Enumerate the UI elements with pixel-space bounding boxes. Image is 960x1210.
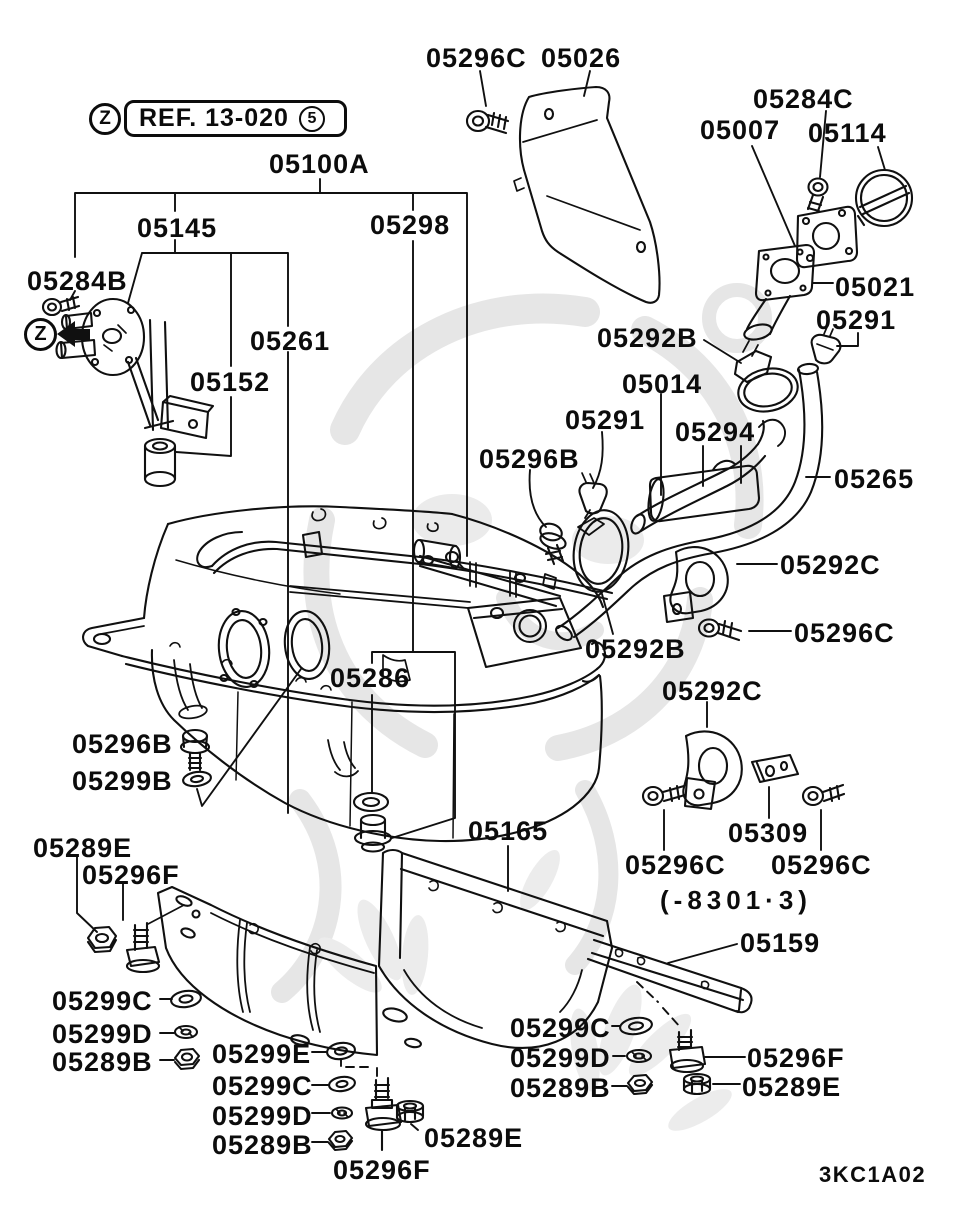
part-label-05292b-b: 05292B bbox=[585, 634, 686, 664]
bolt-icon bbox=[803, 785, 844, 805]
part-label-05296f-a: 05296F bbox=[82, 860, 180, 890]
part-label-05265: 05265 bbox=[834, 464, 915, 494]
part-label-05026: 05026 bbox=[541, 43, 622, 73]
part-label-05294: 05294 bbox=[675, 417, 756, 447]
bolt-icon bbox=[538, 521, 567, 564]
part-label-05100a: 05100A bbox=[269, 149, 370, 179]
nut-icon bbox=[88, 927, 116, 952]
part-label-05299d-a: 05299D bbox=[52, 1019, 153, 1049]
bolt-icon bbox=[181, 730, 209, 770]
part-label-05299e: 05299E bbox=[212, 1039, 312, 1069]
ref-sheet-number: 5 bbox=[299, 106, 325, 132]
part-label-05296c-c: 05296C bbox=[625, 850, 726, 880]
vapor-separator-hose bbox=[646, 417, 785, 522]
plate-code: 3KC1A02 bbox=[819, 1162, 927, 1187]
tank-front-rail bbox=[588, 940, 752, 1012]
drain-plug bbox=[354, 793, 391, 852]
nut-icon bbox=[628, 1075, 652, 1094]
part-label-05289b-b: 05289B bbox=[212, 1130, 313, 1160]
part-label-05289b-a: 05289B bbox=[52, 1047, 153, 1077]
part-label-05114: 05114 bbox=[808, 118, 887, 148]
part-label-05289e-b: 05289E bbox=[424, 1123, 524, 1153]
part-label-05299c-c: 05299C bbox=[510, 1013, 611, 1043]
bolt-icon bbox=[366, 1078, 401, 1150]
part-label-applicability: (-8301·3) bbox=[660, 885, 812, 915]
fuel-gauge-unit bbox=[57, 299, 214, 486]
part-label-05299c-b: 05299C bbox=[212, 1071, 313, 1101]
nut-icon bbox=[329, 1131, 352, 1150]
washer-icon bbox=[170, 989, 202, 1009]
part-label-05292c-b: 05292C bbox=[662, 676, 763, 706]
part-label-05284c: 05284C bbox=[753, 84, 854, 114]
bolt-icon bbox=[467, 111, 508, 133]
part-label-05284b: 05284B bbox=[27, 266, 128, 296]
part-label-05299d-b: 05299D bbox=[212, 1101, 313, 1131]
washer-icon bbox=[328, 1075, 356, 1092]
nut-icon bbox=[684, 1074, 710, 1094]
part-label-05296f-c: 05296F bbox=[747, 1043, 845, 1073]
hose-clamp-icon bbox=[734, 341, 801, 417]
part-label-05261: 05261 bbox=[250, 326, 331, 356]
nut-icon bbox=[175, 1049, 199, 1069]
part-label-05152: 05152 bbox=[190, 367, 271, 397]
part-label-05289b-c: 05289B bbox=[510, 1073, 611, 1103]
part-label-05292b-a: 05292B bbox=[597, 323, 698, 353]
part-label-05298: 05298 bbox=[370, 210, 451, 240]
filler-gasket bbox=[797, 207, 857, 267]
part-label-05296b-c: 05296B bbox=[72, 729, 173, 759]
pipe-clamp-bracket bbox=[683, 731, 741, 809]
zone-marker-arrow: Z bbox=[24, 318, 57, 351]
part-label-05296b-a: 05296B bbox=[479, 444, 580, 474]
part-label-05291-b: 05291 bbox=[565, 405, 646, 435]
zone-marker-top: Z bbox=[89, 103, 121, 135]
part-label-05165: 05165 bbox=[468, 816, 549, 846]
ref-text: REF. 13-020 bbox=[139, 104, 289, 132]
ref-badge bbox=[124, 100, 347, 137]
part-label-05296c-b: 05296C bbox=[794, 618, 895, 648]
splash-shield bbox=[514, 87, 660, 303]
part-label-05289e-c: 05289E bbox=[742, 1072, 842, 1102]
part-label-05289e-a: 05289E bbox=[33, 833, 133, 863]
part-label-05299b: 05299B bbox=[72, 766, 173, 796]
part-label-05145: 05145 bbox=[137, 213, 218, 243]
bolt-icon bbox=[808, 179, 828, 212]
part-label-05299c-a: 05299C bbox=[52, 986, 153, 1016]
washer-icon bbox=[182, 770, 212, 788]
bracket-05309 bbox=[752, 755, 798, 782]
part-label-05296c-d: 05296C bbox=[771, 850, 872, 880]
washer-icon bbox=[332, 1108, 352, 1119]
bolt-icon bbox=[43, 297, 79, 315]
washer-icon bbox=[175, 1026, 197, 1038]
part-label-05286: 05286 bbox=[330, 663, 411, 693]
part-label-05014: 05014 bbox=[622, 369, 703, 399]
part-label-05296c-top: 05296C bbox=[426, 43, 527, 73]
part-label-05292c-a: 05292C bbox=[780, 550, 881, 580]
part-label-05007: 05007 bbox=[700, 115, 781, 145]
filler-cap bbox=[856, 170, 912, 226]
hose-clamp-icon bbox=[579, 473, 606, 513]
part-label-05291-a: 05291 bbox=[816, 305, 897, 335]
part-label-05309: 05309 bbox=[728, 818, 809, 848]
bolt-icon bbox=[643, 786, 685, 805]
part-label-05296f-b: 05296F bbox=[333, 1155, 431, 1185]
part-label-05021: 05021 bbox=[835, 272, 916, 302]
watermark bbox=[282, 290, 765, 1138]
part-label-05159: 05159 bbox=[740, 928, 821, 958]
hose-clamp-icon bbox=[812, 327, 841, 363]
part-label-05299d-c: 05299D bbox=[510, 1043, 611, 1073]
bolt-icon bbox=[127, 923, 159, 972]
